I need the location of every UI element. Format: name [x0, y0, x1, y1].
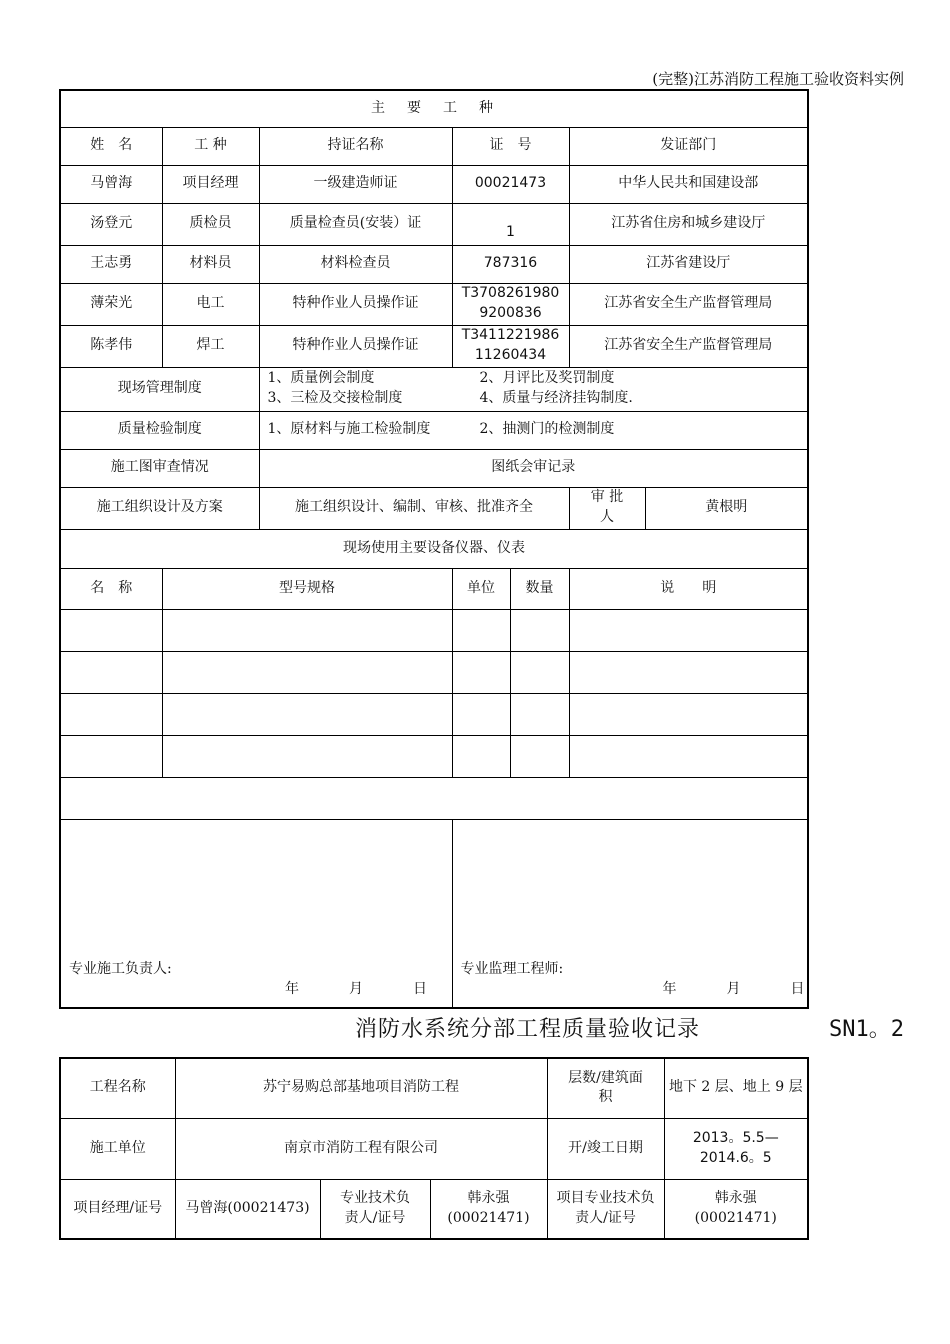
person-cert-no: 00021473: [452, 165, 569, 203]
pm-value: 马曾海(00021473): [175, 1179, 320, 1239]
section-code: SN1。2: [829, 1017, 904, 1042]
equipment-row: [60, 735, 808, 777]
proj-tech-lead-no: (00021471): [694, 1209, 777, 1226]
construction-design-label: 施工组织设计及方案: [60, 487, 259, 529]
section-title: 消防水系统分部工程质量验收记录: [355, 1017, 701, 1042]
person-dept: 江苏省安全生产监督管理局: [569, 283, 808, 325]
quality-item-1: 1、原材料与施工检验制度: [267, 421, 431, 438]
mgmt-item-1: 1、质量例会制度: [267, 370, 375, 387]
contractor-value: 南京市消防工程有限公司: [175, 1118, 547, 1179]
quality-system-label: 质量检验制度: [60, 411, 259, 449]
person-name: 薄荣光: [60, 283, 162, 325]
person-dept: 江苏省安全生产监督管理局: [569, 325, 808, 367]
person-cert-no: [452, 325, 569, 367]
header-cert-no: 证 号: [452, 127, 569, 165]
sig-year: 年: [662, 980, 677, 997]
person-dept: 中华人民共和国建设部: [569, 165, 808, 203]
person-cert: 质量检查员(安装）证: [259, 203, 452, 245]
equipment-section-title: 现场使用主要设备仪器、仪表: [60, 529, 808, 568]
person-trade: 项目经理: [162, 165, 259, 203]
sig-month: 月: [726, 980, 741, 997]
header-dept: 发证部门: [569, 127, 808, 165]
signature-right: [452, 819, 808, 1008]
signature-left: [60, 819, 452, 1008]
table-row: [60, 165, 808, 203]
cert-no-line1: T3708261980: [461, 285, 560, 302]
table-row: [60, 245, 808, 283]
equip-header-model: 型号规格: [162, 568, 452, 609]
person-name: 王志勇: [60, 245, 162, 283]
tech-lead-label: 专业技术负责人/证号: [320, 1179, 430, 1239]
mgmt-item-4: 4、质量与经济挂钩制度.: [479, 390, 633, 406]
proj-tech-lead-label: 项目专业技术负责人/证号: [547, 1179, 664, 1239]
quality-item-2: 2、抽测门的检测制度: [479, 421, 615, 438]
header-trade: 工 种: [162, 127, 259, 165]
tech-lead-name: 韩永强: [467, 1190, 510, 1207]
contractor-label: 施工单位: [60, 1118, 175, 1179]
table-row: [60, 325, 808, 367]
person-cert-no: 787316: [452, 245, 569, 283]
pm-label: 项目经理/证号: [60, 1179, 175, 1239]
mgmt-system-items: [259, 367, 808, 411]
section-title-main-trades: 主 要 工 种: [60, 90, 808, 127]
person-cert-no: [452, 283, 569, 325]
sig-day: 日: [790, 980, 805, 997]
equip-header-qty: 数量: [510, 568, 569, 609]
cert-no-line2: 9200836: [479, 305, 542, 321]
person-trade: 焊工: [162, 325, 259, 367]
date-value: [664, 1118, 808, 1179]
person-dept: 江苏省建设厅: [569, 245, 808, 283]
equip-header-unit: 单位: [452, 568, 510, 609]
project-info-table: [59, 1057, 809, 1240]
person-trade: 材料员: [162, 245, 259, 283]
project-name-label: 工程名称: [60, 1058, 175, 1118]
proj-tech-lead-value: [664, 1179, 808, 1239]
person-cert: 特种作业人员操作证: [259, 283, 452, 325]
person-dept: 江苏省住房和城乡建设厅: [569, 203, 808, 245]
person-trade: 电工: [162, 283, 259, 325]
drawing-review-label: 施工图审查情况: [60, 449, 259, 487]
tech-lead-no: (00021471): [447, 1209, 530, 1226]
sig-day: 日: [413, 980, 427, 997]
equipment-row: [60, 693, 808, 735]
supervisor-label: 专业监理工程师:: [460, 960, 564, 977]
cert-no-line2: 11260434: [474, 347, 547, 363]
floors-value: 地下 2 层、地上 9 层: [664, 1058, 808, 1118]
mgmt-item-3: 3、三检及交接检制度: [267, 390, 403, 406]
person-name: 马曾海: [60, 165, 162, 203]
date-end: 2014.6。5: [699, 1149, 772, 1166]
cert-no-line1: T3411221986: [461, 327, 560, 344]
sig-year: 年: [285, 980, 299, 997]
drawing-review-value: 图纸会审记录: [259, 449, 808, 487]
equip-header-name: 名 称: [60, 568, 162, 609]
quality-system-items: [259, 411, 808, 449]
person-cert: 材料检查员: [259, 245, 452, 283]
blank-row: [60, 777, 808, 819]
person-cert: 特种作业人员操作证: [259, 325, 452, 367]
sig-month: 月: [349, 980, 363, 997]
construction-design-value: 施工组织设计、编制、审核、批准齐全: [259, 487, 569, 529]
mgmt-system-label: 现场管理制度: [60, 367, 259, 411]
proj-tech-lead-name: 韩永强: [714, 1190, 757, 1207]
date-start: 2013。5.5—: [692, 1129, 779, 1146]
personnel-table: [59, 89, 809, 1009]
approver-label: 审 批人: [569, 487, 645, 529]
equipment-row: [60, 651, 808, 693]
equipment-row: [60, 609, 808, 651]
floors-label: 层数/建筑面积: [547, 1058, 664, 1118]
project-name-value: 苏宁易购总部基地项目消防工程: [175, 1058, 547, 1118]
person-cert: 一级建造师证: [259, 165, 452, 203]
person-name: 陈孝伟: [60, 325, 162, 367]
mgmt-item-2: 2、月评比及奖罚制度: [479, 370, 615, 387]
equip-header-note: 说 明: [569, 568, 808, 609]
table-row: [60, 283, 808, 325]
approver-value: 黄根明: [645, 487, 808, 529]
table-row: [60, 203, 808, 245]
construction-lead-label: 专业施工负责人:: [69, 960, 172, 977]
header-name: 姓 名: [60, 127, 162, 165]
document-header: (完整)江苏消防工程施工验收资料实例: [652, 70, 904, 88]
person-trade: 质检员: [162, 203, 259, 245]
tech-lead-value: [430, 1179, 547, 1239]
date-label: 开/竣工日期: [547, 1118, 664, 1179]
person-cert-no: 1: [452, 203, 569, 245]
header-cert: 持证名称: [259, 127, 452, 165]
person-name: 汤登元: [60, 203, 162, 245]
